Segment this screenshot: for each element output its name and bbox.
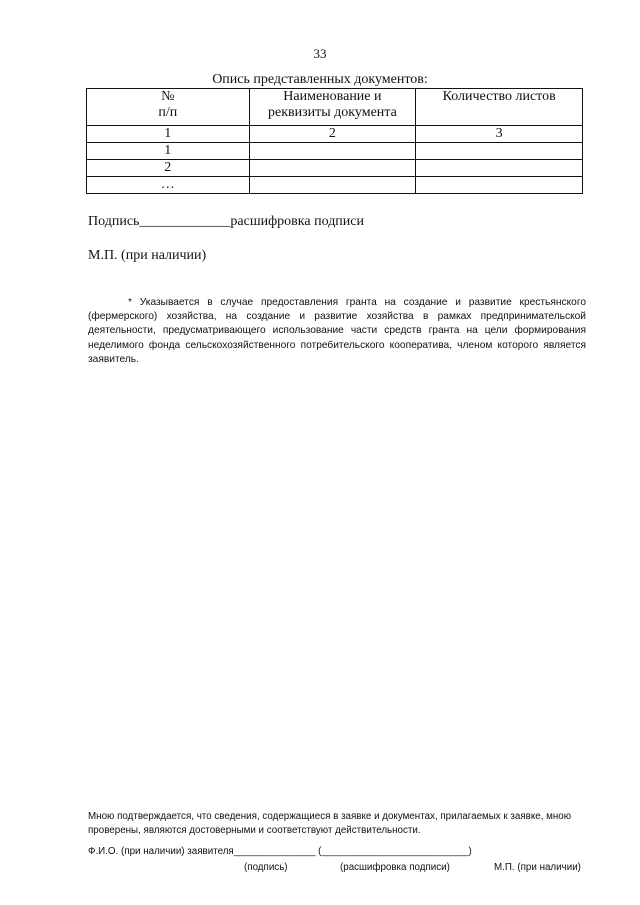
table-cell bbox=[416, 177, 583, 194]
table-row bbox=[87, 177, 583, 194]
header-sheet-count: Количество листов bbox=[416, 89, 583, 126]
header-number: № п/п bbox=[87, 89, 250, 126]
header-document-name: Наименование и реквизиты документа bbox=[249, 89, 416, 126]
signature-caption: (подпись) bbox=[244, 862, 288, 873]
stamp-line: М.П. (при наличии) bbox=[88, 248, 207, 263]
page-number: 33 bbox=[313, 46, 327, 61]
table-cell bbox=[416, 143, 583, 160]
stamp-caption: М.П. (при наличии) bbox=[494, 862, 581, 873]
table-cell: … bbox=[87, 177, 250, 194]
table-cell bbox=[416, 160, 583, 177]
table-cell bbox=[249, 143, 416, 160]
decoding-caption: (расшифровка подписи) bbox=[340, 862, 450, 873]
applicant-line: Ф.И.О. (при наличии) заявителя_______________ (___________________________) bbox=[88, 846, 472, 857]
table-cell bbox=[249, 160, 416, 177]
signature-line: Подпись_____________расшифровка подписи bbox=[88, 214, 365, 229]
confirmation-text: Мною подтверждается, что сведения, содержащиеся в заявке и документах, прилагаемых к заявке, мною проверены, являются достоверными и соответствуют действительности. bbox=[88, 811, 572, 836]
document-title: Опись представленных документов: bbox=[212, 72, 428, 87]
table-cell bbox=[249, 177, 416, 194]
table-row bbox=[87, 160, 583, 177]
documents-table bbox=[86, 88, 583, 194]
table-cell: 2 bbox=[87, 160, 250, 177]
table-cell: 2 bbox=[249, 126, 416, 143]
table-header-row bbox=[87, 89, 583, 126]
table-row bbox=[87, 143, 583, 160]
table-cell: 3 bbox=[416, 126, 583, 143]
table-cell: 1 bbox=[87, 143, 250, 160]
footnote: * Указывается в случае предоставления гранта на создание и развитие крестьянского (фермерского) хозяйства, на создание и развитие хозяйства в рамках предпринимательской деятельности, предусматривающего использование части средств гранта на цели формирования неделимого фонда сельскохозяйственного потребительского кооператива, членом которого является заявитель. bbox=[88, 297, 586, 365]
table-cell: 1 bbox=[87, 126, 250, 143]
table-row bbox=[87, 126, 583, 143]
